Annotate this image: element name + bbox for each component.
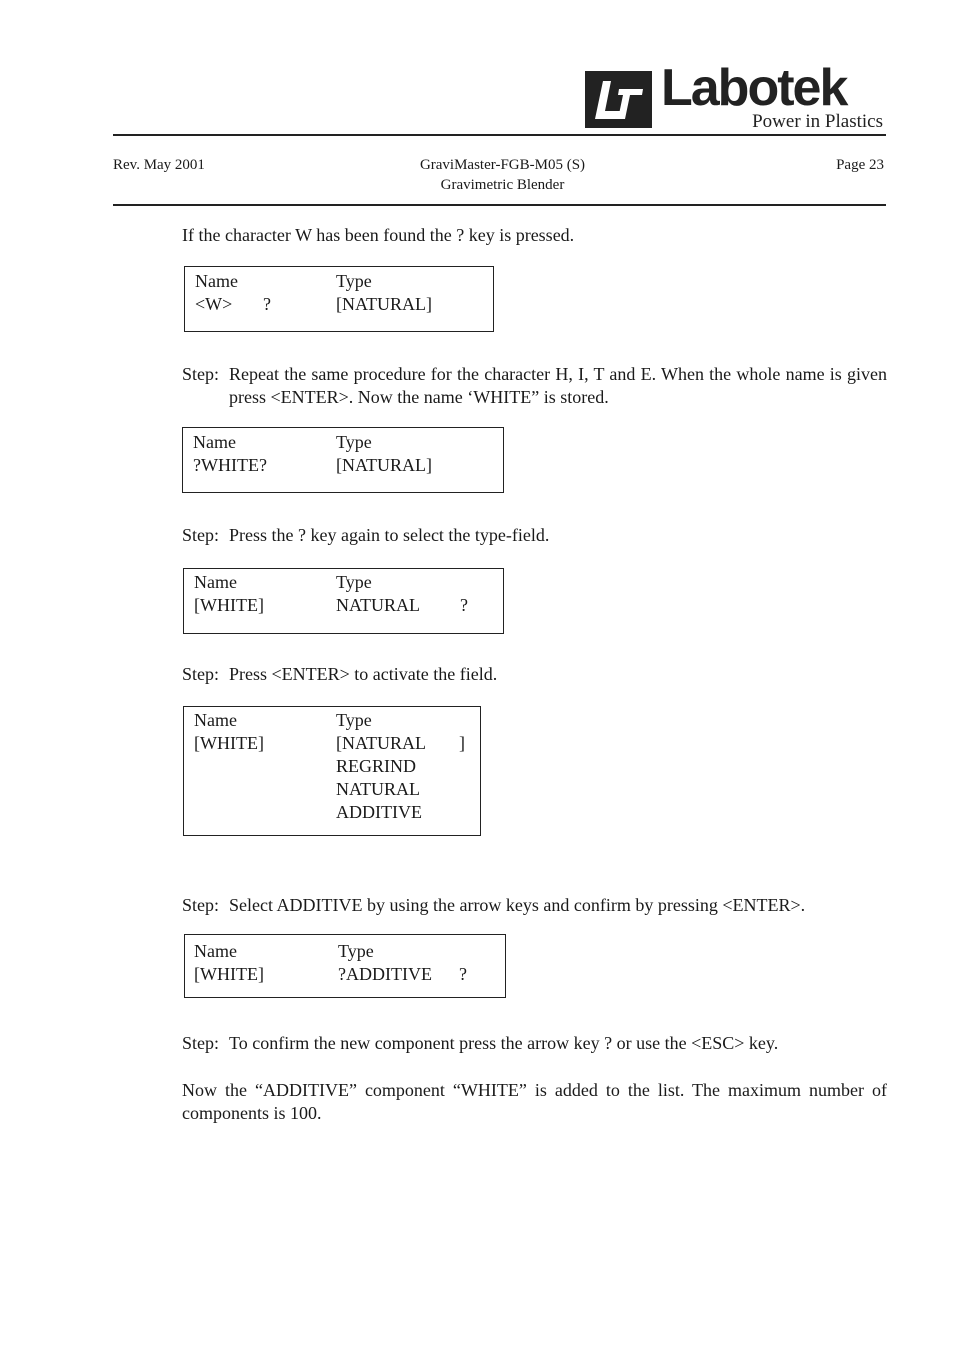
step-label: Step: — [182, 364, 220, 384]
step-4 — [182, 894, 887, 917]
labotek-mark-icon — [585, 71, 652, 128]
step-text: Press the ? key again to select the type-field. — [229, 525, 550, 545]
name-value: [WHITE] — [194, 733, 264, 753]
cursor-marker: ? — [459, 964, 467, 984]
name-value: <W> — [195, 294, 233, 314]
type-label: Type — [336, 572, 372, 592]
labotek-logo — [585, 59, 887, 132]
step-label: Step: — [182, 525, 220, 545]
type-value: [NATURAL — [336, 733, 426, 753]
type-label: Type — [336, 271, 372, 291]
name-label: Name — [193, 432, 236, 452]
title-line-2: Gravimetric Blender — [440, 177, 565, 193]
step-1 — [182, 363, 887, 409]
display-box-4 — [183, 706, 481, 836]
cursor-marker: ? — [263, 294, 271, 314]
name-value: ?WHITE? — [193, 455, 267, 475]
step-3 — [182, 663, 887, 686]
step-text: Repeat the same procedure for the character H, I, T and E. When the whole name is given press <ENTER>. Now the name ‘WHITE” is stored. — [229, 364, 887, 407]
type-label: Type — [336, 710, 372, 730]
name-label: Name — [194, 572, 237, 592]
header-top-rule — [113, 134, 886, 136]
title-line-1: GraviMaster-FGB-M05 (S) — [419, 157, 586, 173]
step-label: Step: — [182, 664, 220, 684]
intro-paragraph: If the character W has been found the ? key is pressed. — [182, 225, 575, 245]
display-box-3 — [183, 568, 504, 634]
display-box-2 — [182, 427, 504, 493]
step-5 — [182, 1032, 887, 1055]
name-label: Name — [194, 941, 237, 961]
name-label: Name — [194, 710, 237, 730]
type-value: [NATURAL] — [336, 455, 432, 475]
display-box-1 — [184, 266, 494, 332]
option-regrind: REGRIND — [336, 756, 416, 776]
type-value: ?ADDITIVE — [338, 964, 432, 984]
type-value: [NATURAL] — [336, 294, 432, 314]
step-text: To confirm the new component press the arrow key ? or use the <ESC> key. — [229, 1033, 779, 1053]
logo-wordmark: Labotek — [661, 59, 847, 117]
document-title — [330, 155, 675, 195]
name-value: [WHITE] — [194, 595, 264, 615]
step-2 — [182, 524, 887, 547]
step-text: Press <ENTER> to activate the field. — [229, 664, 498, 684]
name-value: [WHITE] — [194, 964, 264, 984]
step-label: Step: — [182, 895, 220, 915]
page-number: Page 23 — [836, 157, 884, 173]
closing-bracket: ] — [459, 733, 465, 753]
type-label: Type — [336, 432, 372, 452]
type-value: NATURAL — [336, 595, 420, 615]
revision-date: Rev. May 2001 — [113, 157, 205, 173]
option-additive: ADDITIVE — [336, 802, 422, 822]
name-label: Name — [195, 271, 238, 291]
conclusion-paragraph: Now the “ADDITIVE” component “WHITE” is added to the list. The maximum number of components is 100. — [182, 1080, 887, 1123]
display-box-5 — [184, 934, 506, 998]
logo-tagline: Power in Plastics — [752, 111, 883, 132]
cursor-marker: ? — [460, 595, 468, 615]
option-natural: NATURAL — [336, 779, 420, 799]
header-bottom-rule — [113, 204, 886, 206]
step-text: Select ADDITIVE by using the arrow keys and confirm by pressing <ENTER>. — [229, 895, 806, 915]
step-label: Step: — [182, 1033, 220, 1053]
type-label: Type — [338, 941, 374, 961]
